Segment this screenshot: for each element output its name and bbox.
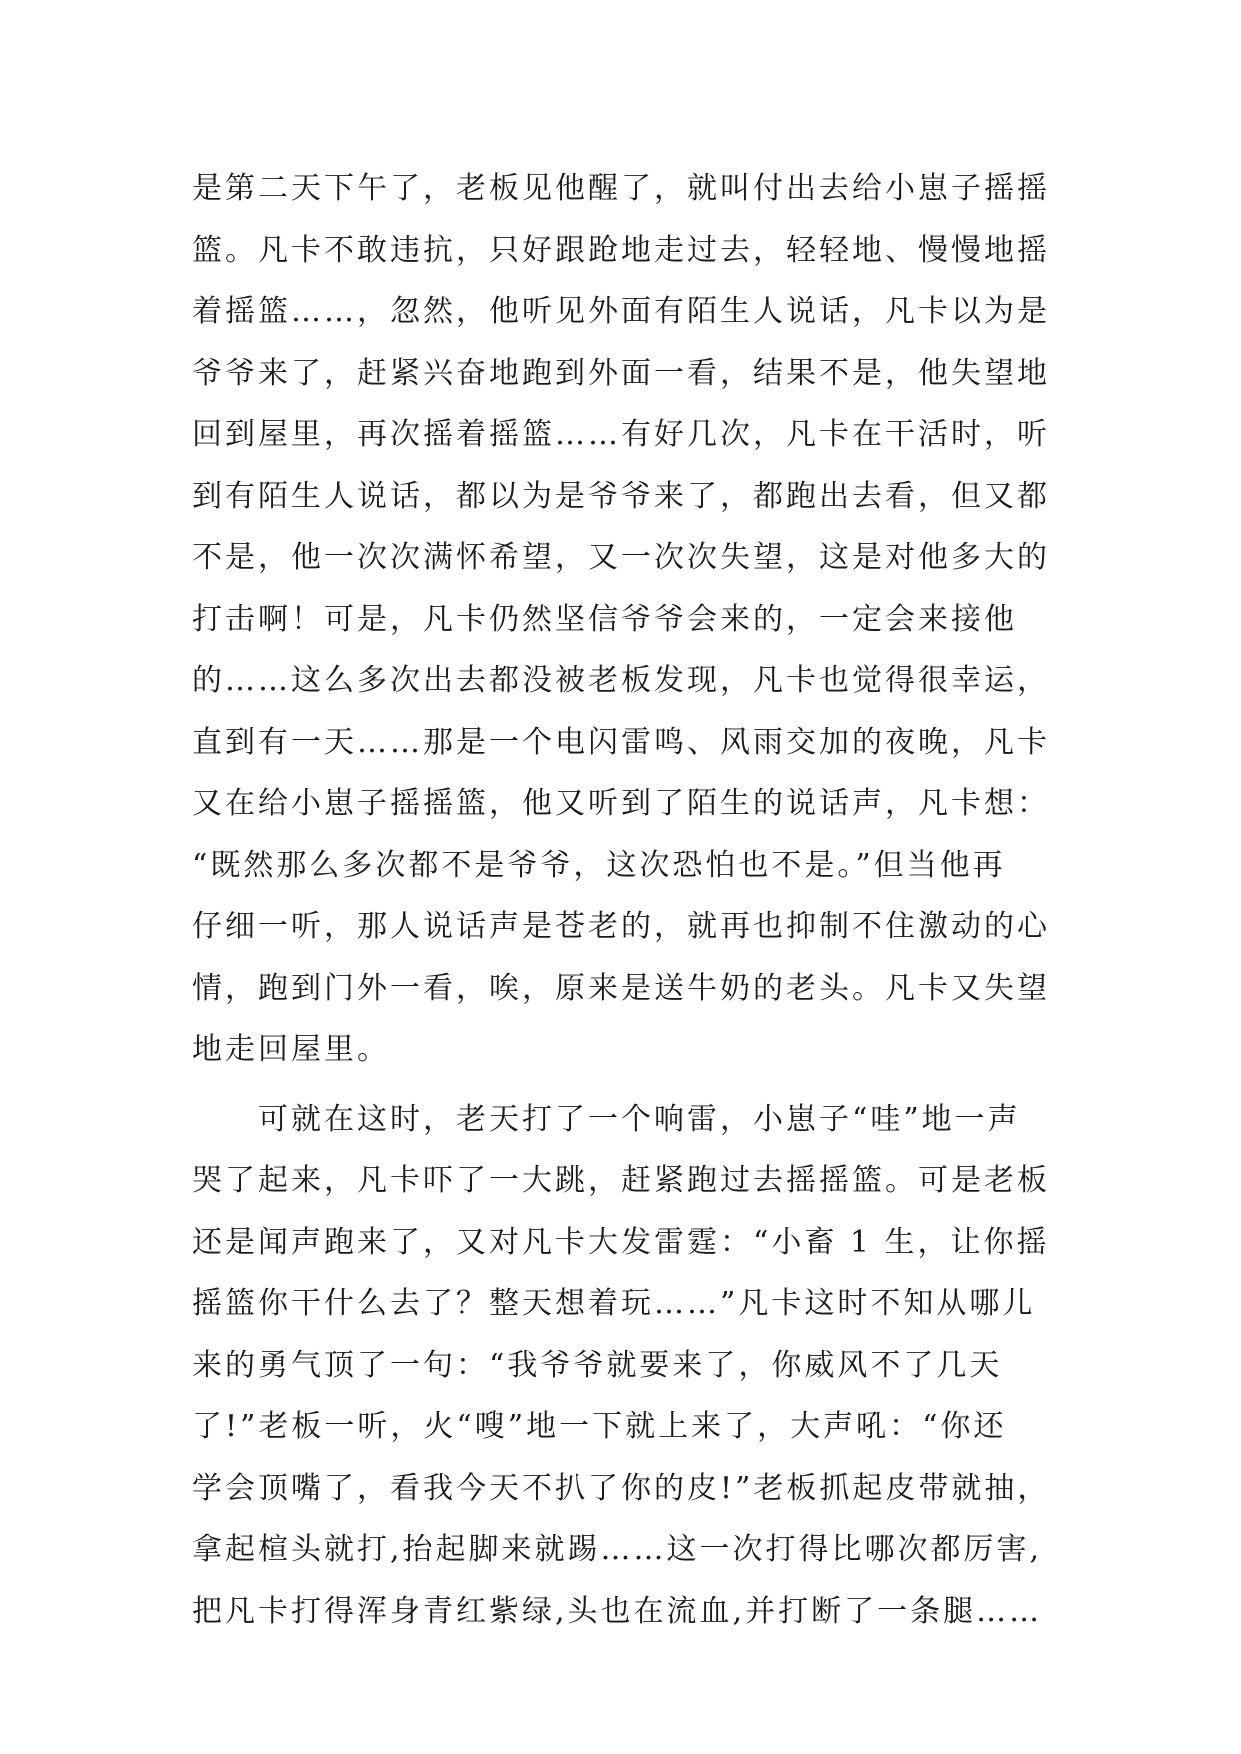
text-line: 不是，他一次次满怀希望，又一次次失望，这是对他多大的 [192, 540, 1050, 575]
text-line: 学会顶嘴了，看我今天不扒了你的皮!”老板抓起皮带就抽， [192, 1470, 1051, 1506]
text-line: 是第二天下午了，老板见他醒了，就叫付出去给小崽子摇摇 [192, 171, 1050, 206]
text-line: 了!”老板一听，火“嗖”地一下就上来了，大声吼：“你还 [192, 1409, 1007, 1444]
text-line: 哭了起来，凡卡吓了一大跳，赶紧跑过去摇摇篮。可是老板 [192, 1163, 1050, 1198]
text-line: 的……这么多次出去都没被老板发现，凡卡也觉得很幸运， [192, 663, 1050, 698]
text-line: 到有陌生人说话，都以为是爷爷来了，都跑出去看，但又都 [192, 478, 1050, 514]
text-line: 还是闻声跑来了，又对凡卡大发雷霆：“小畜 1 生，让你摇 [192, 1224, 1050, 1260]
text-line: 可就在这时，老天打了一个响雷，小崽子“哇”地一声 [258, 1101, 1021, 1137]
text-line: 又在给小崽子摇摇篮，他又听到了陌生的说话声，凡卡想： [192, 786, 1050, 821]
text-line: 爷爷来了，赶紧兴奋地跑到外面一看，结果不是，他失望地 [192, 355, 1050, 391]
text-line: 篮。凡卡不敢违抗，只好跟跄地走过去，轻轻地、慢慢地摇 [192, 232, 1050, 268]
text-line: “既然那么多次都不是爷爷，这次恐怕也不是。”但当他再 [192, 847, 1006, 883]
text-line: 把凡卡打得浑身青红紫绿,头也在流血,并打断了一条腿…… [192, 1593, 1043, 1629]
text-line: 打击啊！可是，凡卡仍然坚信爷爷会来的，一定会来接他 [192, 601, 1017, 637]
text-line: 拿起楦头就打,抬起脚来就踢……这一次打得比哪次都厉害, [192, 1532, 1043, 1567]
paragraph-2 [192, 1089, 1062, 1643]
body-text [192, 158, 1062, 1642]
text-line: 着摇篮……，忽然，他听见外面有陌生人说话，凡卡以为是 [192, 294, 1050, 329]
paragraph-gap [192, 1081, 1062, 1089]
text-line: 回到屋里，再次摇着摇篮……有好几次，凡卡在干活时，听 [192, 417, 1050, 452]
text-line: 摇篮你干什么去了？整天想着玩……”凡卡这时不知从哪儿 [192, 1286, 1036, 1321]
text-line: 直到有一天……那是一个电闪雷鸣、风雨交加的夜晚，凡卡 [192, 724, 1050, 760]
text-line: 来的勇气顶了一句：“我爷爷就要来了，你威风不了几天 [192, 1347, 1003, 1383]
paragraph-1 [192, 158, 1062, 1081]
text-line: 仔细一听，那人说话声是苍老的，就再也抑制不住激动的心 [192, 909, 1050, 944]
text-line: 情，跑到门外一看，唉，原来是送牛奶的老头。凡卡又失望 [192, 970, 1050, 1006]
text-line: 地走回屋里。 [192, 1032, 390, 1067]
